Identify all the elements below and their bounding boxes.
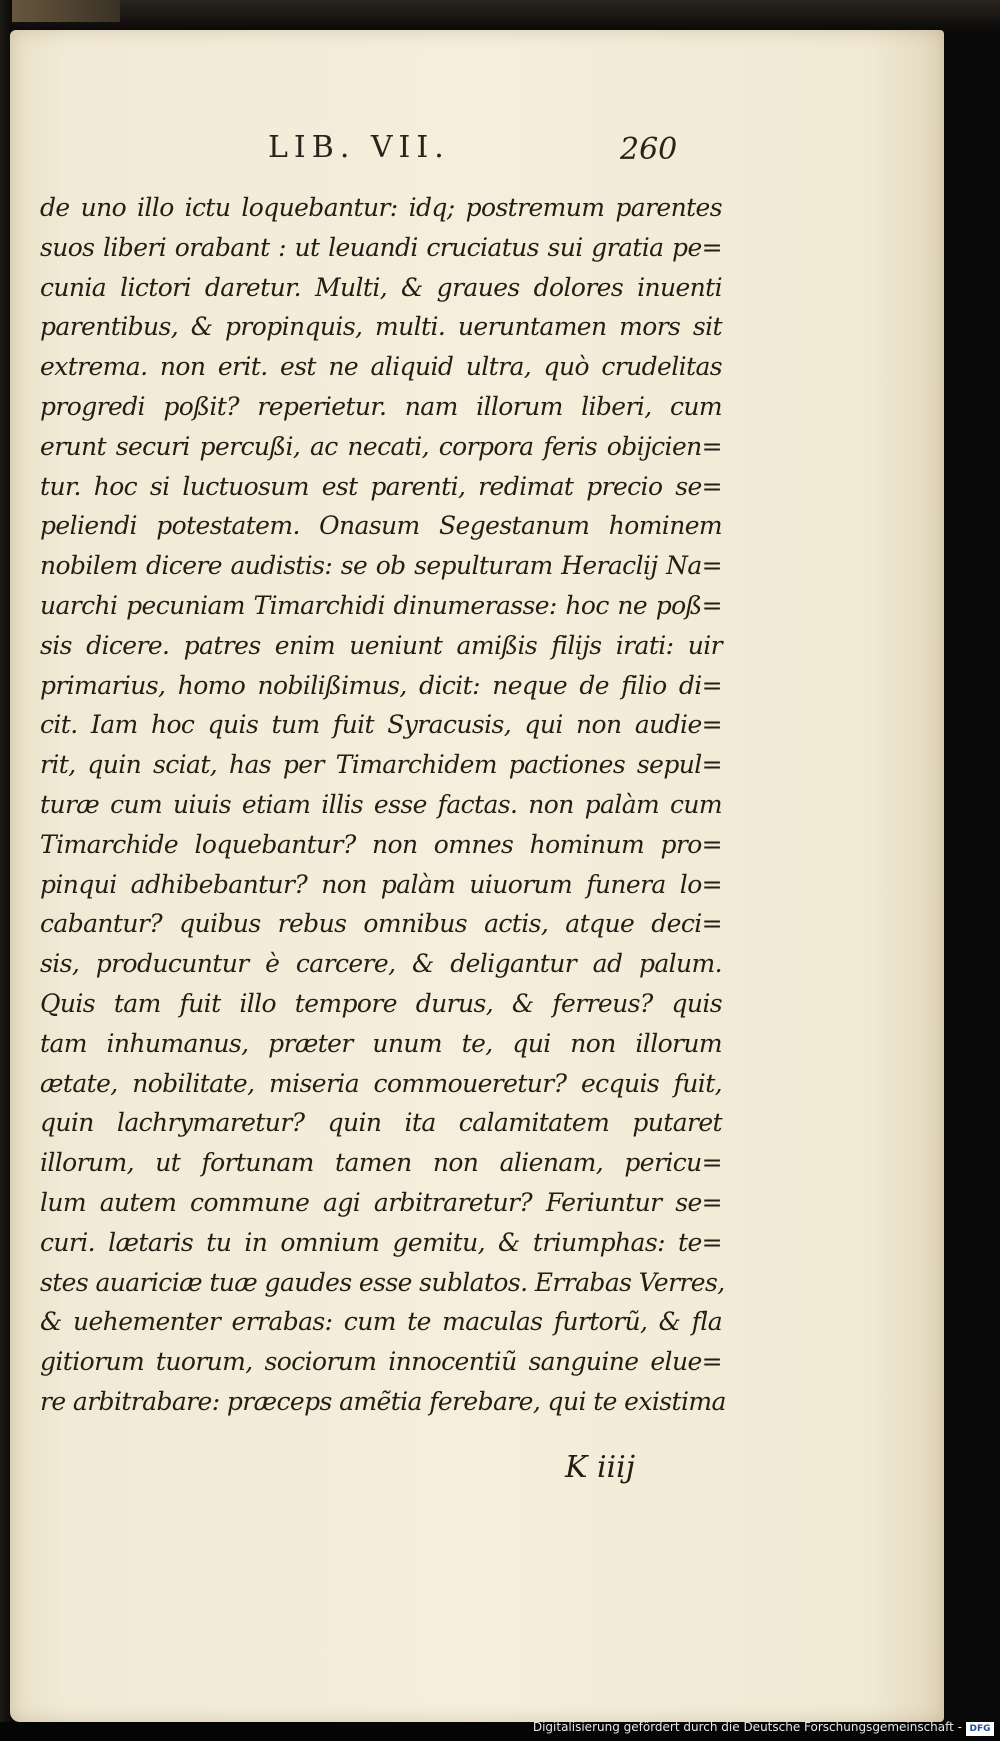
text-line: primarius, homo nobilißimus, dicit: neque de filio di= [40, 670, 722, 700]
text-line: parentibus, & propinquis, multi. ueruntamen mors sit [40, 312, 722, 342]
text-line: suos liberi orabant : ut leuandi cruciatus sui gratia pe= [40, 232, 722, 262]
scan-top-edge [0, 0, 1000, 30]
text-line: nobilem dicere audistis: se ob sepulturam Heraclij Na= [40, 551, 722, 581]
text-line: sis dicere. patres enim ueniunt amißis filijs irati: uir [40, 630, 722, 660]
text-line: erunt securi percußi, ac necati, corpora feris obijcien= [40, 431, 722, 461]
text-line: rit, quin sciat, has per Timarchidem pactiones sepul= [40, 750, 722, 780]
text-line: uarchi pecuniam Timarchidi dinumerasse: hoc ne poß= [40, 590, 722, 620]
text-line: cunia lictori daretur. Multi, & graues dolores inuenti [40, 272, 722, 302]
text-line: sis, producuntur è carcere, & deligantur ad palum. [40, 949, 722, 979]
text-line: cabantur? quibus rebus omnibus actis, atque deci= [40, 909, 722, 939]
text-line: curi. lætaris tu in omnium gemitu, & triumphas: te= [40, 1227, 722, 1257]
book-page [10, 30, 944, 1722]
text-line: ætate, nobilitate, miseria commoueretur? ecquis fuit, [40, 1068, 722, 1098]
text-line: peliendi potestatem. Onasum Segestanum hominem [40, 511, 722, 541]
text-line: tur. hoc si luctuosum est parenti, redimat precio se= [40, 471, 722, 501]
signature-mark: K iiij [565, 1450, 636, 1485]
text-body [40, 188, 726, 1422]
page-header [10, 130, 944, 180]
text-line: re arbitrabare: præceps amẽtia ferebare, qui te existima [40, 1386, 726, 1416]
text-line: de uno illo ictu loquebantur: idq; postremum parentes [40, 193, 722, 222]
running-title: LIB. VII. [268, 130, 450, 165]
text-line: extrema. non erit. est ne aliquid ultra, quò crudelitas [40, 352, 722, 382]
text-line: stes auariciæ tuæ gaudes esse sublatos. Errabas Verres, [40, 1267, 725, 1297]
text-line: tam inhumanus, præter unum te, qui non illorum [40, 1028, 722, 1058]
text-line: Timarchide loquebantur? non omnes hominum pro= [40, 829, 722, 859]
text-line: gitiorum tuorum, sociorum innocentiũ sanguine elue= [40, 1347, 722, 1377]
digitization-credit: Digitalisierung gefördert durch die Deutsche Forschungsgemeinschaft - [532, 1720, 962, 1734]
dfg-logo-icon: DFG [966, 1722, 994, 1736]
text-line: quin lachrymaretur? quin ita calamitatem putaret [40, 1108, 722, 1138]
text-line: turæ cum uiuis etiam illis esse factas. non palàm cum [40, 789, 722, 819]
page-number: 260 [620, 132, 678, 167]
book-cover-edge [0, 0, 120, 22]
text-line: & uehementer errabas: cum te maculas furtorũ, & fla [40, 1307, 722, 1337]
text-line: illorum, ut fortunam tamen non alienam, pericu= [40, 1148, 722, 1178]
text-line: progredi poßit? reperietur. nam illorum liberi, cum [40, 391, 722, 421]
text-line: Quis tam fuit illo tempore durus, & ferreus? quis [40, 988, 722, 1018]
text-line: lum autem commune agi arbitraretur? Feriuntur se= [40, 1187, 722, 1217]
text-line: pinqui adhibebantur? non palàm uiuorum funera lo= [40, 869, 722, 899]
text-line: cit. Iam hoc quis tum fuit Syracusis, qui non audie= [40, 710, 722, 740]
